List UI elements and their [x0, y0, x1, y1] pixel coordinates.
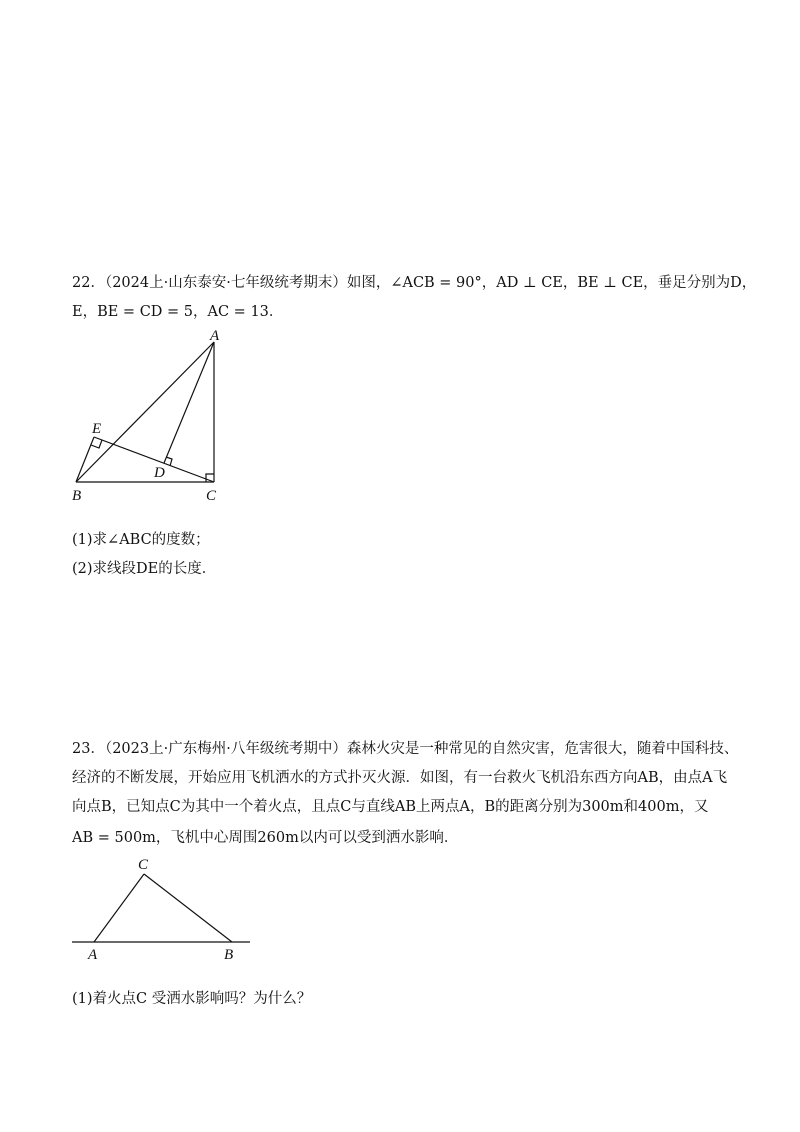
- q23-subquestion-1: (1)着火点C 受洒水影响吗？为什么？: [72, 991, 312, 1007]
- label-E: E: [92, 421, 102, 437]
- q22-subquestion-1: (1)求∠ABC的度数；: [72, 532, 210, 548]
- label-A: A: [210, 328, 220, 344]
- q23-text-line-4: AB = 500m，飞机中心周围260m以内可以受到洒水影响．: [72, 830, 459, 846]
- segment-AB: [76, 342, 214, 482]
- segment-BC: [144, 874, 232, 942]
- segment-AC: [94, 874, 144, 942]
- label-D: D: [154, 465, 165, 481]
- label-A: A: [88, 947, 98, 963]
- label-B: B: [224, 947, 234, 963]
- q22-figure: [60, 328, 240, 508]
- segment-BE: [76, 437, 94, 482]
- label-C: C: [138, 857, 149, 873]
- q23-figure: [66, 852, 266, 967]
- q22-subquestion-2: (2)求线段DE的长度．: [72, 561, 217, 577]
- q22-text-line-1: 22．（2024上·山东泰安·七年级统考期末）如图，∠ACB = 90°，AD ⊥ CE，BE ⊥ CE，垂足分别为D，: [72, 275, 757, 291]
- label-B: B: [72, 488, 82, 504]
- q23-text-line-3: 向点B，已知点C为其中一个着火点，且点C与直线AB上两点A，B的距离分别为300m和400m，又: [72, 799, 709, 815]
- segment-AD: [164, 342, 214, 463]
- q22-text-line-2: E，BE = CD = 5，AC = 13．: [72, 304, 284, 320]
- q23-text-line-1: 23．（2023上·广东梅州·八年级统考期中）森林火灾是一种常见的自然灾害，危害很大，随着中国科技、: [72, 741, 739, 757]
- label-C: C: [206, 488, 217, 504]
- q23-text-line-2: 经济的不断发展，开始应用飞机洒水的方式扑灭火源．如图，有一台救火飞机沿东西方向AB，由点A飞: [72, 770, 728, 786]
